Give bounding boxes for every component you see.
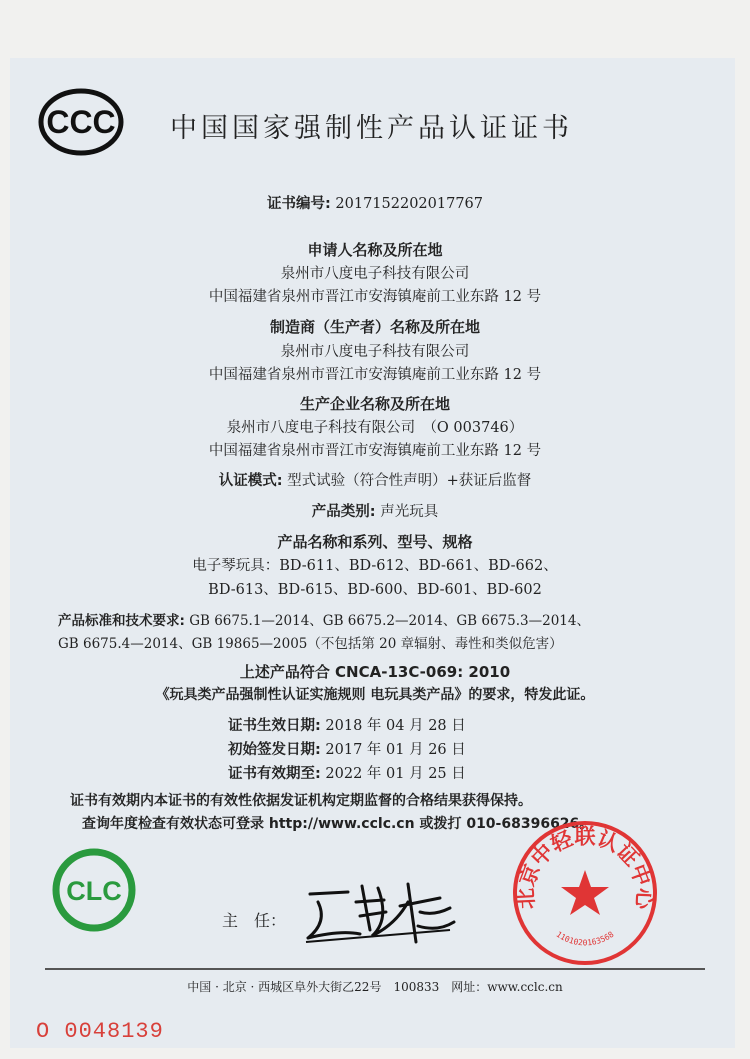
ccc-logo (38, 88, 124, 156)
products-line-1: 电子琴玩具：BD-611、BD-612、BD-661、BD-662、 (192, 558, 558, 574)
page-title: 中国国家强制性产品认证证书 (170, 113, 573, 144)
manufacturer-label: 制造商（生产者）名称及所在地 (269, 318, 480, 336)
date-effective: 证书生效日期: 2018 年 04 月 28 日 (228, 718, 466, 734)
certificate-number: 证书编号: 2017152202017767 (266, 196, 484, 212)
standards-line-2: GB 6675.4—2014、GB 19865—2005（不包括第 20 章辐射、毒性和类似危害） (58, 636, 563, 652)
svg-text:CLC: CLC (66, 876, 122, 906)
footer-divider (45, 968, 705, 970)
applicant-name: 泉州市八度电子科技有限公司 (280, 266, 470, 282)
factory-code: （O 003746） (429, 420, 524, 436)
manufacturer-address: 中国福建省泉州市晋江市安海镇庵前工业东路 12 号 (208, 367, 542, 383)
director-signature (300, 872, 460, 952)
footer-address: 中国 · 北京 · 西城区阜外大街乙22号 100833 网址：www.cclc.cn (187, 980, 563, 994)
clc-logo (52, 848, 136, 932)
factory-name: 泉州市八度电子科技有限公司 （O 003746） (226, 420, 524, 436)
manufacturer-name: 泉州市八度电子科技有限公司 (280, 344, 470, 360)
conformity-line-1: 上述产品符合 CNCA-13C-069: 2010 (239, 663, 511, 681)
date-initial-issue: 初始签发日期: 2017 年 01 月 26 日 (228, 742, 466, 758)
factory-address: 中国福建省泉州市晋江市安海镇庵前工业东路 12 号 (208, 443, 542, 459)
factory-label: 生产企业名称及所在地 (299, 395, 450, 413)
products-label: 产品名称和系列、型号、规格 (277, 533, 473, 551)
svg-text:1101020163568: 1101020163568 (554, 929, 616, 948)
serial-number: O 0048139 (36, 1019, 164, 1044)
director-label: 主 任： (222, 911, 287, 930)
applicant-address: 中国福建省泉州市晋江市安海镇庵前工业东路 12 号 (208, 289, 542, 305)
svg-text:CCC: CCC (46, 104, 116, 140)
applicant-label: 申请人名称及所在地 (307, 241, 443, 259)
standards-line-1: 产品标准和技术要求: GB 6675.1—2014、GB 6675.2—2014、GB 6675.3—2014、 (58, 613, 590, 629)
notice-line-1: 证书有效期内本证书的有效性依据发证机构定期监督的合格结果获得保持。 (70, 793, 532, 809)
conformity-line-2: 《玩具类产品强制性认证实施规则 电玩具类产品》的要求，特发此证。 (155, 687, 595, 703)
notice-line-2: 查询年度检查有效状态可登录 http://www.cclc.cn 或拨打 010-68396626。 (82, 816, 594, 832)
product-category: 产品类别: 声光玩具 (311, 504, 439, 520)
svg-text:北京中轻联认证中心: 北京中轻联认证中心 (513, 824, 657, 910)
certification-mode: 认证模式: 型式试验（符合性声明）+获证后监督 (218, 473, 532, 489)
official-seal (510, 818, 660, 968)
products-line-2: BD-613、BD-615、BD-600、BD-601、BD-602 (208, 582, 542, 598)
date-expiry: 证书有效期至: 2022 年 01 月 25 日 (228, 766, 466, 782)
